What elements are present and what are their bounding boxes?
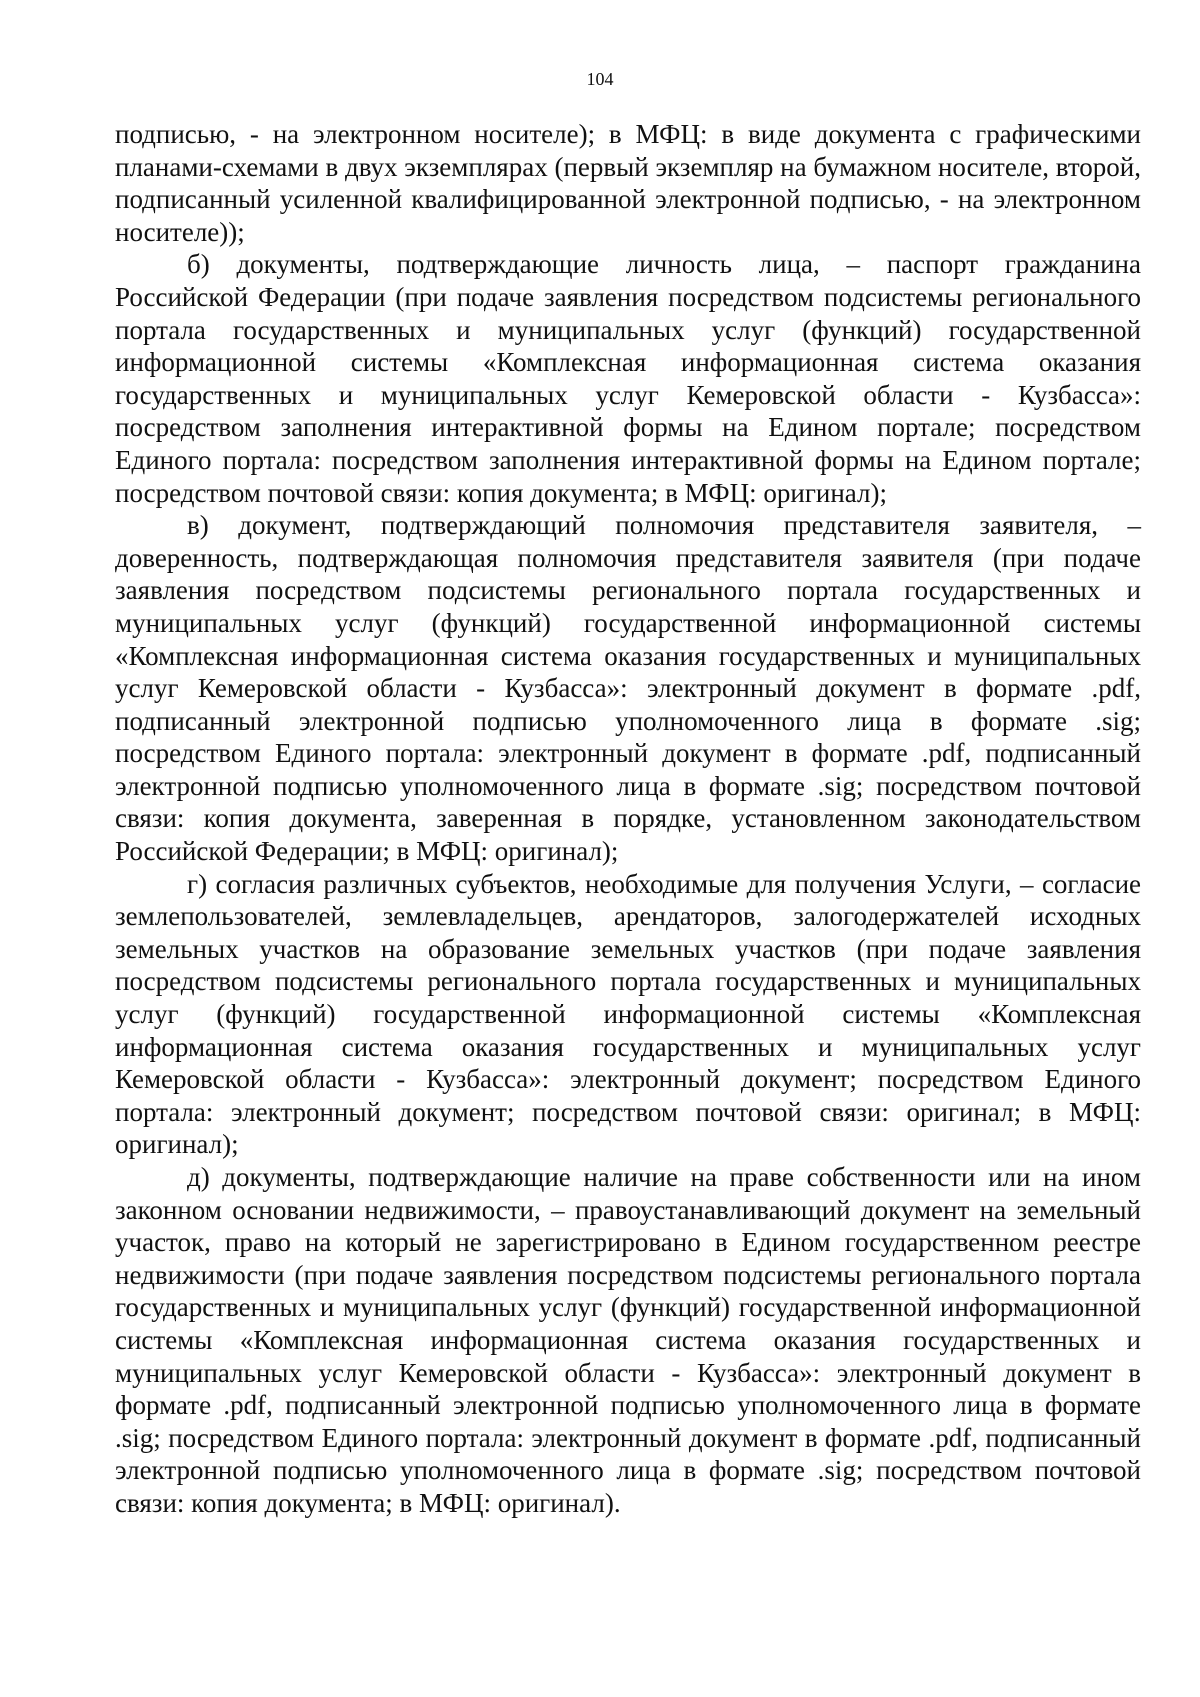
paragraph-item-b: б) документы, подтверждающие личность лица, – паспорт гражданина Российской Федерации (при подаче заявления посредством подсистемы регионального портала государственных и муниципальных услуг (функций) государственной информационной системы «Комплексная информационная система оказания государственных и муниципальных услуг Кемеровской области - Кузбасса»: посредством заполнения интерактивной формы на Едином портале; посредством Единого портала: посредством заполнения интерактивной формы на Едином портале; посредством почтовой связи: копия документа; в МФЦ: оригинал);	[115, 249, 1141, 508]
paragraph-item-g: г) согласия различных субъектов, необходимые для получения Услуги, – согласие землепользователей, землевладельцев, арендаторов, залогодержателей исходных земельных участков на образование земельных участков (при подаче заявления посредством подсистемы регионального портала государственных и муниципальных услуг (функций) государственной информационной системы «Комплексная информационная система оказания государственных и муниципальных услуг Кемеровской области - Кузбасса»: электронный документ; посредством Единого портала: электронный документ; посредством почтовой связи: оригинал; в МФЦ: оригинал);	[115, 868, 1141, 1160]
document-body	[115, 118, 1141, 1520]
paragraph-continuation: подписью, - на электронном носителе); в МФЦ: в виде документа с графическими планами-схемами в двух экземплярах (первый экземпляр на бумажном носителе, второй, подписанный усиленной квалифицированной электронной подписью, - на электронном носителе));	[115, 119, 1141, 247]
paragraph-item-v: в) документ, подтверждающий полномочия представителя заявителя, – доверенность, подтверждающая полномочия представителя заявителя (при подаче заявления посредством подсистемы регионального портала государственных и муниципальных услуг (функций) государственной информационной системы «Комплексная информационная система оказания государственных и муниципальных услуг Кемеровской области - Кузбасса»: электронный документ в формате .pdf, подписанный электронной подписью уполномоченного лица в формате .sig; посредством Единого портала: электронный документ в формате .pdf, подписанный электронной подписью уполномоченного лица в формате .sig; посредством почтовой связи: копия документа, заверенная в порядке, установленном законодательством Российской Федерации; в МФЦ: оригинал);	[115, 510, 1141, 867]
paragraph-item-d: д) документы, подтверждающие наличие на праве собственности или на ином законном основании недвижимости, – правоустанавливающий документ на земельный участок, право на который не зарегистрировано в Едином государственном реестре недвижимости (при подаче заявления посредством подсистемы регионального портала государственных и муниципальных услуг (функций) государственной информационной системы «Комплексная информационная система оказания государственных и муниципальных услуг Кемеровской области - Кузбасса»: электронный документ в формате .pdf, подписанный электронной подписью уполномоченного лица в формате .sig; посредством Единого портала: электронный документ в формате .pdf, подписанный электронной подписью уполномоченного лица в формате .sig; посредством почтовой связи: копия документа; в МФЦ: оригинал).	[115, 1162, 1141, 1518]
page-number: 104	[586, 69, 614, 89]
